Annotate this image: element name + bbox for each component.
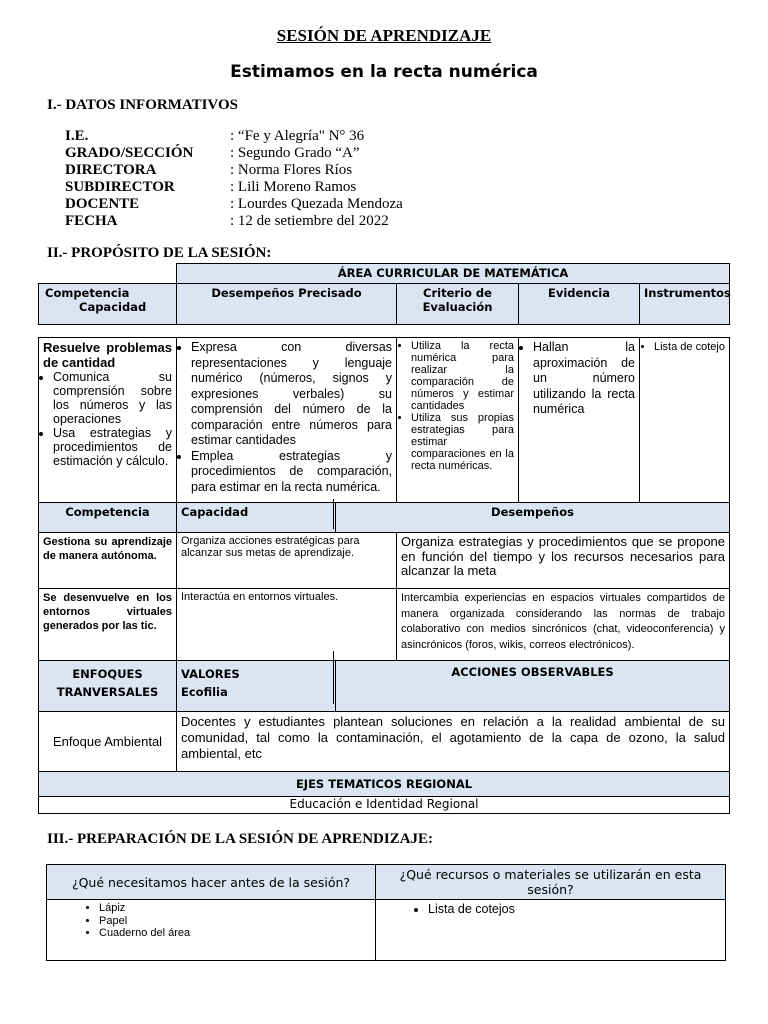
competencia-capacidad-header bbox=[39, 284, 177, 325]
valores-label: VALORES bbox=[181, 667, 240, 681]
valores-header bbox=[177, 661, 336, 712]
info-value: : Norma Flores Ríos bbox=[230, 162, 353, 178]
info-label: FECHA bbox=[65, 213, 118, 229]
preparacion-heading: III.- PREPARACIÓN DE LA SESIÓN DE APRENDIZAJE: bbox=[47, 831, 434, 847]
desempenos-header: Desempeños Precisado bbox=[177, 284, 397, 325]
preparacion-q1: ¿Qué necesitamos hacer antes de la sesión? bbox=[47, 865, 376, 900]
document-title: SESIÓN DE APRENDIZAJE bbox=[276, 26, 492, 45]
transversal-desempenos-header: Desempeños bbox=[336, 503, 730, 533]
transversal-competencia-cell: Gestiona su aprendizaje de manera autónoma. bbox=[39, 533, 177, 589]
instrumento-item: • Lista de cotejo bbox=[654, 340, 725, 355]
proposito-heading: II.- PROPÓSITO DE LA SESIÓN: bbox=[47, 245, 272, 261]
capacidad-item: • Comunica su comprensión sobre los números y las operaciones bbox=[53, 370, 172, 426]
session-title: Estimamos en la recta numérica bbox=[230, 62, 538, 82]
criterios-list bbox=[401, 340, 514, 472]
capacidad-header: Capacidad bbox=[79, 300, 147, 314]
info-label: SUBDIRECTOR bbox=[65, 179, 175, 195]
enfoques-header: ENFOQUES TRANVERSALES bbox=[39, 661, 177, 712]
ejes-value: Educación e Identidad Regional bbox=[39, 797, 730, 814]
transversal-desempeno-cell: Organiza estrategias y procedimientos que se propone en función del tiempo y los recursos necesarios para alcanzar la meta bbox=[397, 533, 730, 589]
material-item: • Lápiz bbox=[99, 902, 371, 915]
divider-line bbox=[333, 499, 334, 529]
desempeno-item: • Emplea estrategias y procedimientos de comparación, para estimar en la recta numérica. bbox=[191, 449, 392, 496]
evidencia-header: Evidencia bbox=[519, 284, 640, 325]
info-label: DOCENTE bbox=[65, 196, 140, 212]
instrumentos-cell bbox=[640, 338, 730, 503]
instrumentos-list bbox=[644, 340, 725, 355]
competencia-header: Competencia bbox=[45, 286, 130, 300]
preparacion-q2: ¿Qué recursos o materiales se utilizarán en esta sesión? bbox=[376, 865, 726, 900]
desempeno-item: • Expresa con diversas representaciones y lenguaje numérico (números, signos y expresiones verbales) su comprensión del número de la comparación entre números para estimar cantidades bbox=[191, 340, 392, 449]
ejes-header: EJES TEMATICOS REGIONAL bbox=[39, 772, 730, 797]
transversal-capacidad-cell: Interactúa en entornos virtuales. bbox=[177, 589, 397, 661]
capacidad-item: • Usa estrategias y procedimientos de estimación y cálculo. bbox=[53, 426, 172, 468]
evidencia-cell bbox=[519, 338, 640, 503]
info-value: : Lourdes Quezada Mendoza bbox=[230, 196, 403, 212]
material-item: • Cuaderno del área bbox=[99, 927, 371, 940]
evidencia-list bbox=[523, 340, 635, 418]
transversal-capacidad-header: Capacidad bbox=[177, 503, 336, 533]
divider-line bbox=[333, 651, 334, 704]
criterio-item: • Utiliza sus propias estrategias para estimar comparaciones en la recta numéricas. bbox=[411, 412, 514, 472]
recursos-list bbox=[406, 902, 721, 917]
preparacion-items1-cell bbox=[47, 900, 376, 961]
preparacion-items2-cell bbox=[376, 900, 726, 961]
transversal-desempeno-cell: Intercambia experiencias en espacios virtuales compartidos de manera organizada considerando las normas de trabajo colaborativo con medios sincrónicos (chat, videoconferencia) y asincrónicos (foros, wikis, correos electrónicos). bbox=[397, 589, 730, 661]
accion-cell: Docentes y estudiantes plantean soluciones en relación a la realidad ambiental de su comunidad, tal como la contaminación, el agotamiento de la capa de ozono, la salud ambiental, etc bbox=[177, 712, 730, 772]
capacidades-list bbox=[43, 370, 172, 468]
proposito-table bbox=[38, 263, 730, 814]
area-header: ÁREA CURRICULAR DE MATEMÁTICA bbox=[177, 264, 730, 284]
transversal-competencia-cell: Se desenvuelve en los entornos virtuales generados por las tic. bbox=[39, 589, 177, 661]
transversal-capacidad-cell: Organiza acciones estratégicas para alcanzar sus metas de aprendizaje. bbox=[177, 533, 397, 589]
criterio-item: • Utiliza la recta numérica para realizar la comparación de números y estimar cantidades bbox=[411, 340, 514, 412]
acciones-header: ACCIONES OBSERVABLES bbox=[336, 661, 730, 712]
datos-heading: I.- DATOS INFORMATIVOS bbox=[47, 97, 238, 113]
competencia-title: Resuelve problemas de cantidad bbox=[43, 340, 172, 370]
info-value: : Segundo Grado “A” bbox=[230, 145, 360, 161]
criterio-cell bbox=[397, 338, 519, 503]
enfoque-cell: Enfoque Ambiental bbox=[39, 712, 177, 772]
criterio-header: Criterio de Evaluación bbox=[397, 284, 519, 325]
materiales-list bbox=[77, 902, 371, 940]
info-value: : “Fe y Alegría" N° 36 bbox=[230, 128, 365, 144]
competencia-cell bbox=[39, 338, 177, 503]
evidencia-item: • Hallan la aproximación de un número utilizando la recta numérica bbox=[533, 340, 635, 418]
valor-ecofilia: Ecofilia bbox=[181, 685, 228, 699]
info-label: GRADO/SECCIÓN bbox=[65, 145, 194, 161]
info-value: : 12 de setiembre del 2022 bbox=[230, 213, 389, 229]
desempenos-list bbox=[181, 340, 392, 495]
instrumentos-header: Instrumentos bbox=[640, 284, 730, 325]
desempenos-cell bbox=[177, 338, 397, 503]
info-label: DIRECTORA bbox=[65, 162, 157, 178]
material-item: • Papel bbox=[99, 915, 371, 928]
recurso-item: • Lista de cotejos bbox=[428, 902, 721, 917]
transversal-competencia-header: Competencia bbox=[39, 503, 177, 533]
preparacion-table bbox=[46, 864, 726, 961]
info-label: I.E. bbox=[65, 128, 89, 144]
info-value: : Lili Moreno Ramos bbox=[230, 179, 357, 195]
